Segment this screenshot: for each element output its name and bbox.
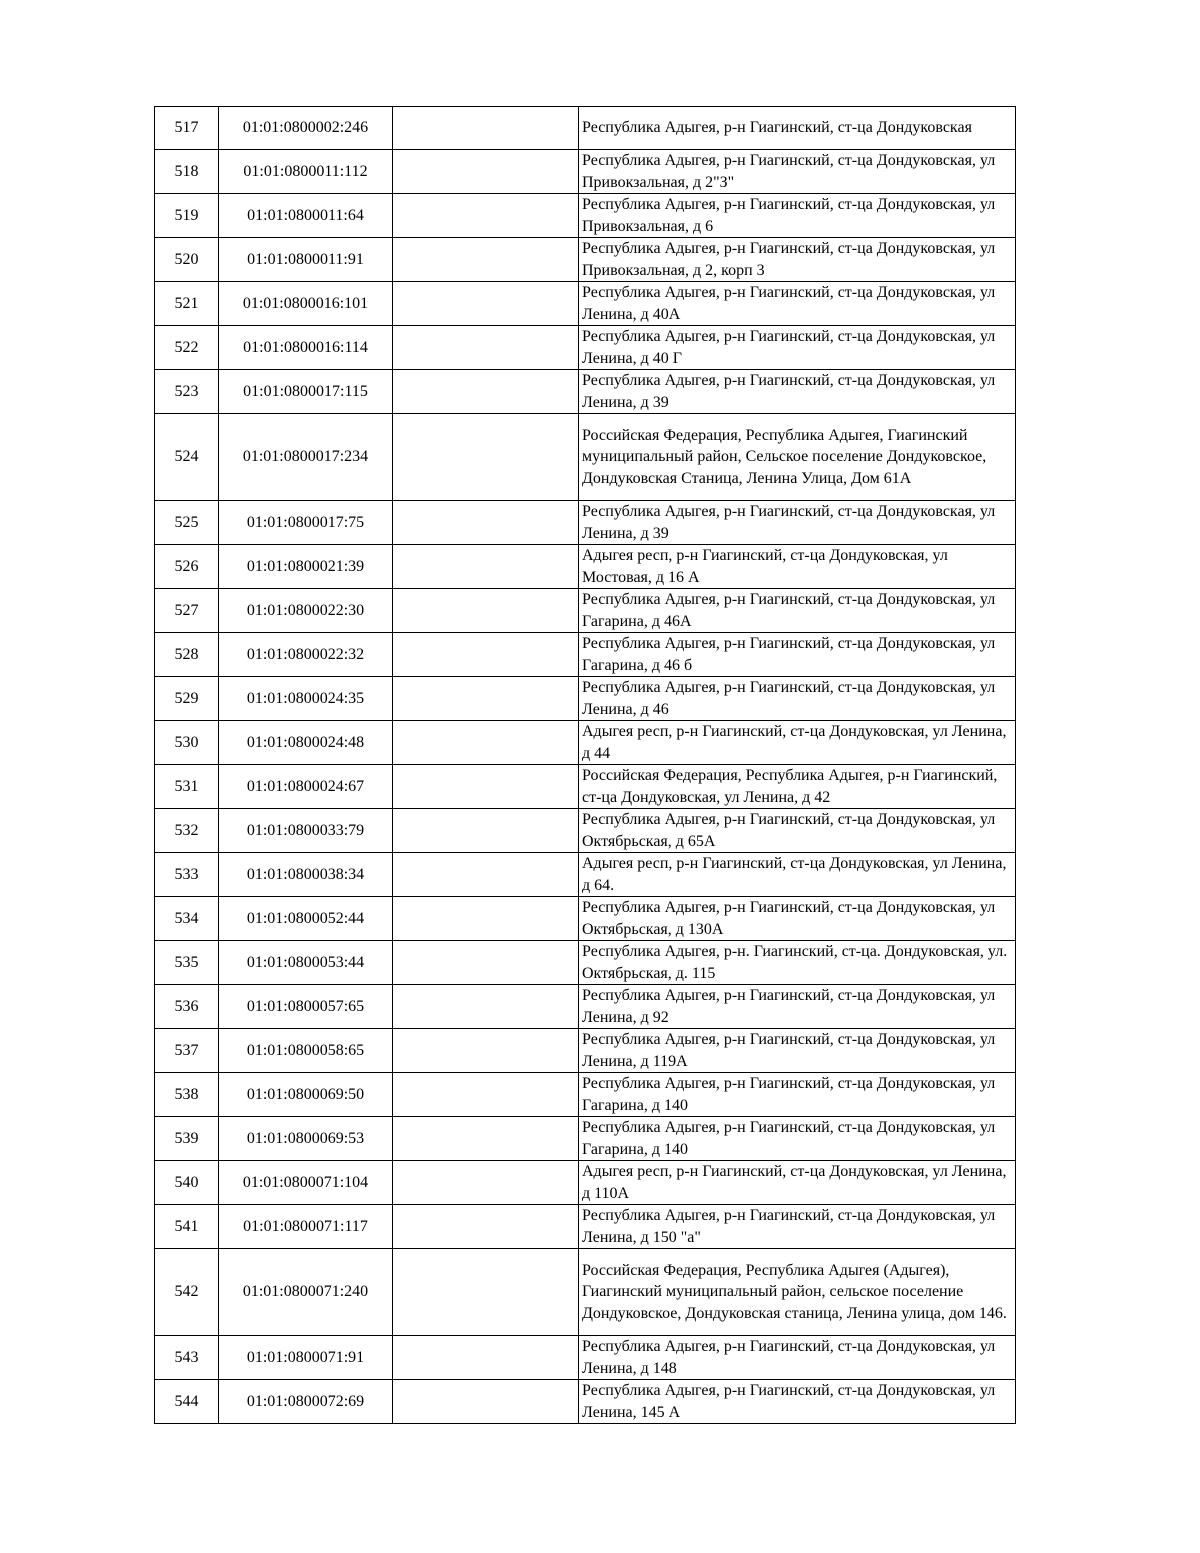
cadastral-number-cell: 01:01:0800071:117: [219, 1205, 393, 1249]
empty-cell: [393, 545, 579, 589]
empty-cell: [393, 1029, 579, 1073]
empty-cell: [393, 282, 579, 326]
cadastral-number-cell: 01:01:0800011:91: [219, 238, 393, 282]
empty-cell: [393, 589, 579, 633]
table-row: [155, 985, 1016, 1029]
table-row: [155, 501, 1016, 545]
table-row: [155, 1205, 1016, 1249]
empty-cell: [393, 633, 579, 677]
table-row: [155, 897, 1016, 941]
table-row: [155, 941, 1016, 985]
cadastral-number-cell: 01:01:0800052:44: [219, 897, 393, 941]
table-row: [155, 1380, 1016, 1424]
address-cell: Российская Федерация, Республика Адыгея, р-н Гиагинский, ст-ца Дондуковская, ул Ленина, д 42: [579, 765, 1016, 809]
address-cell: Республика Адыгея, р-н Гиагинский, ст-ца Дондуковская, ул Ленина, д 40 Г: [579, 326, 1016, 370]
cadastral-number-cell: 01:01:0800071:91: [219, 1336, 393, 1380]
row-number-cell: 524: [155, 414, 219, 501]
row-number-cell: 540: [155, 1161, 219, 1205]
table-row: [155, 150, 1016, 194]
empty-cell: [393, 897, 579, 941]
cadastral-number-cell: 01:01:0800024:35: [219, 677, 393, 721]
address-cell: Адыгея респ, р-н Гиагинский, ст-ца Дондуковская, ул Ленина, д 44: [579, 721, 1016, 765]
row-number-cell: 536: [155, 985, 219, 1029]
empty-cell: [393, 1249, 579, 1336]
table-row: [155, 545, 1016, 589]
empty-cell: [393, 1380, 579, 1424]
row-number-cell: 530: [155, 721, 219, 765]
cadastral-number-cell: 01:01:0800069:50: [219, 1073, 393, 1117]
cadastral-number-cell: 01:01:0800021:39: [219, 545, 393, 589]
cadastral-number-cell: 01:01:0800058:65: [219, 1029, 393, 1073]
row-number-cell: 518: [155, 150, 219, 194]
table-row: [155, 1161, 1016, 1205]
row-number-cell: 541: [155, 1205, 219, 1249]
row-number-cell: 531: [155, 765, 219, 809]
table-row: [155, 721, 1016, 765]
address-cell: Республика Адыгея, р-н Гиагинский, ст-ца Дондуковская, ул Ленина, 145 А: [579, 1380, 1016, 1424]
cadastral-number-cell: 01:01:0800033:79: [219, 809, 393, 853]
address-cell: Адыгея респ, р-н Гиагинский, ст-ца Дондуковская, ул Ленина, д 110А: [579, 1161, 1016, 1205]
cadastral-number-cell: 01:01:0800053:44: [219, 941, 393, 985]
cadastral-number-cell: 01:01:0800017:75: [219, 501, 393, 545]
empty-cell: [393, 107, 579, 150]
address-cell: Республика Адыгея, р-н Гиагинский, ст-ца Дондуковская, ул Ленина, д 46: [579, 677, 1016, 721]
address-cell: Республика Адыгея, р-н Гиагинский, ст-ца Дондуковская, ул Привокзальная, д 2, корп 3: [579, 238, 1016, 282]
empty-cell: [393, 1161, 579, 1205]
table-row: [155, 1336, 1016, 1380]
table-row: [155, 765, 1016, 809]
cadastral-number-cell: 01:01:0800071:104: [219, 1161, 393, 1205]
table-row: [155, 1029, 1016, 1073]
table-row: [155, 107, 1016, 150]
cadastral-number-cell: 01:01:0800024:48: [219, 721, 393, 765]
empty-cell: [393, 765, 579, 809]
address-cell: Республика Адыгея, р-н Гиагинский, ст-ца Дондуковская, ул Ленина, д 150 "а": [579, 1205, 1016, 1249]
cadastral-number-cell: 01:01:0800072:69: [219, 1380, 393, 1424]
address-cell: Республика Адыгея, р-н Гиагинский, ст-ца Дондуковская, ул Октябрьская, д 65А: [579, 809, 1016, 853]
table-row: [155, 853, 1016, 897]
table-row: [155, 370, 1016, 414]
cadastral-number-cell: 01:01:0800038:34: [219, 853, 393, 897]
cadastral-number-cell: 01:01:0800017:115: [219, 370, 393, 414]
table-row: [155, 589, 1016, 633]
address-cell: Республика Адыгея, р-н Гиагинский, ст-ца Дондуковская, ул Гагарина, д 140: [579, 1073, 1016, 1117]
row-number-cell: 537: [155, 1029, 219, 1073]
empty-cell: [393, 721, 579, 765]
row-number-cell: 523: [155, 370, 219, 414]
address-cell: Республика Адыгея, р-н Гиагинский, ст-ца Дондуковская, ул Привокзальная, д 2"З": [579, 150, 1016, 194]
empty-cell: [393, 238, 579, 282]
empty-cell: [393, 1205, 579, 1249]
empty-cell: [393, 1073, 579, 1117]
row-number-cell: 539: [155, 1117, 219, 1161]
address-cell: Республика Адыгея, р-н Гиагинский, ст-ца Дондуковская, ул Ленина, д 40А: [579, 282, 1016, 326]
row-number-cell: 542: [155, 1249, 219, 1336]
row-number-cell: 520: [155, 238, 219, 282]
empty-cell: [393, 370, 579, 414]
empty-cell: [393, 1117, 579, 1161]
row-number-cell: 527: [155, 589, 219, 633]
row-number-cell: 525: [155, 501, 219, 545]
table-row: [155, 282, 1016, 326]
address-cell: Республика Адыгея, р-н Гиагинский, ст-ца Дондуковская, ул Ленина, д 92: [579, 985, 1016, 1029]
cadastral-number-cell: 01:01:0800069:53: [219, 1117, 393, 1161]
address-cell: Республика Адыгея, р-н Гиагинский, ст-ца Дондуковская, ул Ленина, д 39: [579, 501, 1016, 545]
empty-cell: [393, 326, 579, 370]
empty-cell: [393, 1336, 579, 1380]
address-cell: Республика Адыгея, р-н Гиагинский, ст-ца Дондуковская: [579, 107, 1016, 150]
cadastral-number-cell: 01:01:0800016:101: [219, 282, 393, 326]
address-cell: Российская Федерация, Республика Адыгея, Гиагинский муниципальный район, Сельское поселение Дондуковское, Дондуковская Станица, Ленина Улица, Дом 61А: [579, 414, 1016, 501]
row-number-cell: 528: [155, 633, 219, 677]
address-cell: Республика Адыгея, р-н Гиагинский, ст-ца Дондуковская, ул Октябрьская, д 130А: [579, 897, 1016, 941]
address-cell: Республика Адыгея, р-н Гиагинский, ст-ца Дондуковская, ул Гагарина, д 46 б: [579, 633, 1016, 677]
address-cell: Республика Адыгея, р-н Гиагинский, ст-ца Дондуковская, ул Ленина, д 148: [579, 1336, 1016, 1380]
empty-cell: [393, 941, 579, 985]
address-cell: Российская Федерация, Республика Адыгея (Адыгея), Гиагинский муниципальный район, сельское поселение Дондуковское, Дондуковская станица, Ленина улица, дом 146.: [579, 1249, 1016, 1336]
address-cell: Адыгея респ, р-н Гиагинский, ст-ца Дондуковская, ул Мостовая, д 16 А: [579, 545, 1016, 589]
registry-table-body: [155, 107, 1016, 1424]
empty-cell: [393, 194, 579, 238]
empty-cell: [393, 414, 579, 501]
table-row: [155, 1249, 1016, 1336]
row-number-cell: 534: [155, 897, 219, 941]
cadastral-number-cell: 01:01:0800016:114: [219, 326, 393, 370]
address-cell: Республика Адыгея, р-н Гиагинский, ст-ца Дондуковская, ул Гагарина, д 46А: [579, 589, 1016, 633]
empty-cell: [393, 501, 579, 545]
table-row: [155, 1073, 1016, 1117]
empty-cell: [393, 809, 579, 853]
empty-cell: [393, 985, 579, 1029]
address-cell: Республика Адыгея, р-н Гиагинский, ст-ца Дондуковская, ул Ленина, д 39: [579, 370, 1016, 414]
cadastral-number-cell: 01:01:0800011:112: [219, 150, 393, 194]
cadastral-number-cell: 01:01:0800022:30: [219, 589, 393, 633]
table-row: [155, 1117, 1016, 1161]
row-number-cell: 521: [155, 282, 219, 326]
cadastral-number-cell: 01:01:0800017:234: [219, 414, 393, 501]
row-number-cell: 522: [155, 326, 219, 370]
address-cell: Адыгея респ, р-н Гиагинский, ст-ца Дондуковская, ул Ленина, д 64.: [579, 853, 1016, 897]
address-cell: Республика Адыгея, р-н. Гиагинский, ст-ца. Дондуковская, ул. Октябрьская, д. 115: [579, 941, 1016, 985]
address-cell: Республика Адыгея, р-н Гиагинский, ст-ца Дондуковская, ул Привокзальная, д 6: [579, 194, 1016, 238]
table-row: [155, 633, 1016, 677]
table-row: [155, 326, 1016, 370]
empty-cell: [393, 853, 579, 897]
cadastral-number-cell: 01:01:0800057:65: [219, 985, 393, 1029]
row-number-cell: 526: [155, 545, 219, 589]
row-number-cell: 538: [155, 1073, 219, 1117]
row-number-cell: 535: [155, 941, 219, 985]
table-row: [155, 809, 1016, 853]
address-cell: Республика Адыгея, р-н Гиагинский, ст-ца Дондуковская, ул Ленина, д 119А: [579, 1029, 1016, 1073]
empty-cell: [393, 677, 579, 721]
row-number-cell: 532: [155, 809, 219, 853]
cadastral-number-cell: 01:01:0800022:32: [219, 633, 393, 677]
table-row: [155, 194, 1016, 238]
row-number-cell: 533: [155, 853, 219, 897]
empty-cell: [393, 150, 579, 194]
cadastral-registry-table: [154, 106, 1016, 1424]
cadastral-number-cell: 01:01:0800011:64: [219, 194, 393, 238]
table-row: [155, 677, 1016, 721]
cadastral-number-cell: 01:01:0800024:67: [219, 765, 393, 809]
row-number-cell: 529: [155, 677, 219, 721]
row-number-cell: 519: [155, 194, 219, 238]
row-number-cell: 543: [155, 1336, 219, 1380]
table-row: [155, 238, 1016, 282]
row-number-cell: 517: [155, 107, 219, 150]
cadastral-number-cell: 01:01:0800002:246: [219, 107, 393, 150]
row-number-cell: 544: [155, 1380, 219, 1424]
cadastral-number-cell: 01:01:0800071:240: [219, 1249, 393, 1336]
table-row: [155, 414, 1016, 501]
address-cell: Республика Адыгея, р-н Гиагинский, ст-ца Дондуковская, ул Гагарина, д 140: [579, 1117, 1016, 1161]
